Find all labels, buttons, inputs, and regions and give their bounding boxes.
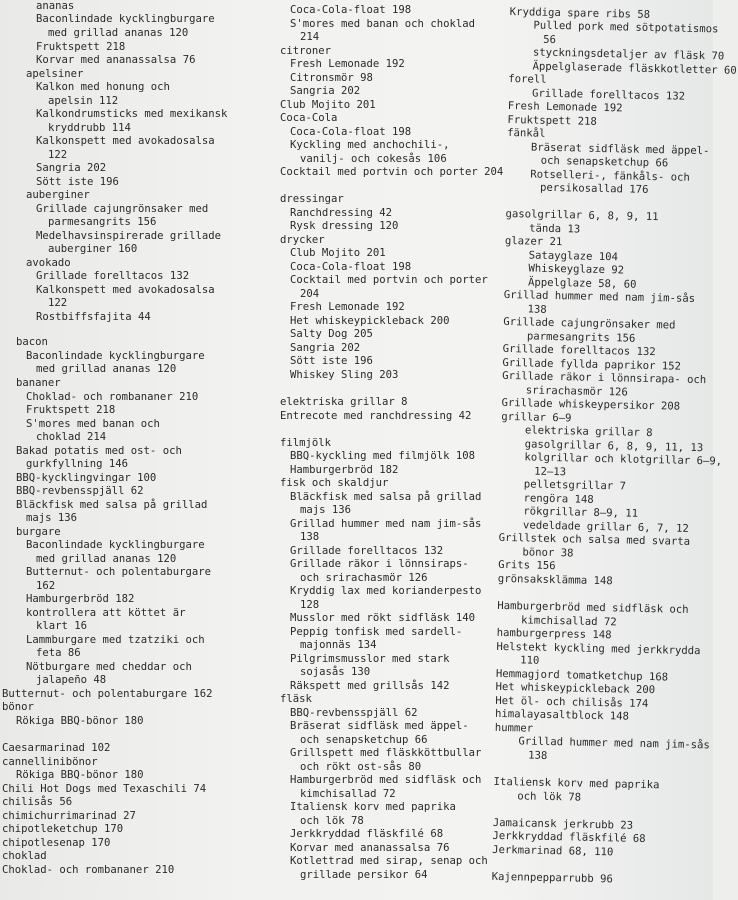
index-entry: bananer [16,377,61,389]
index-entry: Grillad hummer med nam jim-sås [290,518,482,530]
index-entry: Grillade whiskeypersikor 208 [501,396,681,413]
index-entry: bönor [2,701,34,713]
index-entry: Fruktspett 218 [26,404,116,416]
index-entry: parmesangrits 156 [48,216,157,228]
index-entry: Helstekt kyckling med jerkkrydda [496,640,701,658]
index-entry: 122 [48,149,68,161]
index-entry: Räkspett med grillsås 142 [290,680,450,692]
index-entry: Kryddiga spare ribs 58 [509,5,651,21]
index-entry: S'mores med banan och choklad [290,18,475,30]
index-entry: Sangria 202 [290,342,361,354]
index-entry: Chili Hot Dogs med Texaschili 74 [2,783,207,795]
index-entry: fänkål [507,126,546,140]
index-entry: gurkfyllning 146 [26,458,129,470]
index-entry: Lammburgare med tzatziki och [26,634,205,646]
index-entry: Italiensk korv med paprika [290,801,456,813]
index-entry: majs 136 [300,504,352,516]
index-entry: Kalkon med honung och [36,81,170,93]
index-entry: Ranchdressing 42 [290,207,393,219]
index-entry: hummer [494,721,534,735]
index-entry: Satayglaze 104 [528,249,619,264]
index-entry: med grillad ananas 120 [48,27,189,39]
index-entry: apelsiner [26,68,84,80]
index-entry: fläsk [280,693,312,705]
index-entry: Fresh Lemonade 192 [290,58,405,70]
index-entry: Hemmagjord tomatketchup 168 [495,667,669,684]
index-entry: ananas [36,0,75,12]
index-entry: Sangria 202 [290,85,361,97]
index-entry: 204 [300,288,320,300]
index-entry: Salty Dog 205 [290,328,373,340]
index-entry: Korvar med ananassalsa 76 [290,842,450,854]
index-entry: Grillspett med fläskköttbullar [290,747,482,759]
index-entry: grillar 6–9 [501,410,572,425]
index-entry: Bläckfisk med salsa på grillad [290,491,482,503]
index-entry: BBQ-kycklingvingar 100 [16,472,157,484]
index-entry: Musslor med rökt sidfläsk 140 [290,612,475,624]
index-entry: grönsaksklämma 148 [497,572,613,588]
index-entry: 138 [300,531,320,543]
index-entry: Italiensk korv med paprika [493,775,660,792]
index-entry: majonnäs 134 [300,639,377,651]
index-entry: och lök 78 [517,790,582,804]
index-entry: rökgrillar 8–9, 11 [523,505,639,520]
index-entry: chipotlesenap 170 [2,837,111,849]
index-entry: parmesangrits 156 [526,330,636,345]
index-entry: Hamburgerbröd 182 [290,464,399,476]
index-entry: Bräserat sidfläsk med äppel- [290,720,469,732]
index-entry: chimichurrimarinad 27 [2,810,136,822]
index-entry: bacon [16,336,48,348]
index-entry: Fruktspett 218 [36,41,126,53]
index-entry: Äppelglaserade fläskkotletter 60 [532,60,737,77]
index-entry: kontrollera att köttet är [26,607,186,619]
index-entry: 138 [527,303,547,316]
index-entry: vedeldade grillar 6, 7, 12 [522,519,689,535]
index-entry: Kalkonspett med avokadosalsa [36,284,215,296]
index-entry: Grillade forelltacos 132 [36,270,190,282]
index-entry: Hamburgerbröd med sidfläsk och [497,599,689,616]
index-entry: Kryddig lax med korianderpesto [290,585,482,597]
index-entry: och srirachasmör 126 [300,572,428,584]
index-entry: Jerkkryddad fläskfilé 68 [290,828,444,840]
index-entry: och senapsketchup 66 [540,154,669,170]
index-entry: pelletsgrillar 7 [523,478,627,493]
index-entry: Jamaicansk jerkrubb 23 [492,816,634,832]
index-entry: srirachasmör 126 [525,384,628,399]
index-entry: med grillad ananas 120 [36,553,177,565]
index-entry: avokado [26,257,71,269]
index-entry: Korvar med ananassalsa 76 [36,54,196,66]
index-entry: BBQ-revbensspjäll 62 [16,485,144,497]
index-entry: Sangria 202 [36,162,107,174]
index-entry: auberginer [26,189,90,201]
index-entry: Kotlettrad med sirap, senap och [290,855,488,867]
index-entry: hamburgerpress 148 [496,626,612,642]
index-entry: Kalkondrumsticks med mexikansk [36,108,228,120]
index-entry: 110 [520,654,540,667]
index-entry: Rostbiffsfajita 44 [36,311,151,323]
index-entry: Grillade fyllda paprikor 152 [502,356,682,373]
index-entry: Jerkkryddad fläskfilé 68 [492,829,646,846]
index-entry: forell [508,72,547,86]
index-entry: vanilj- och cokesås 106 [300,153,447,165]
index-entry: med grillad ananas 120 [36,363,177,375]
index-entry: BBQ-revbensspjäll 62 [290,707,418,719]
index-entry: Peppig tonfisk med sardell- [290,626,463,638]
index-entry: Jerkmarinad 68, 110 [492,843,614,859]
index-entry: BBQ-kyckling med filmjölk 108 [290,450,475,462]
index-entry: och lök 78 [300,815,364,827]
index-entry: Baconlindade kycklingburgare [26,350,205,362]
index-entry: Choklad- och rombananer 210 [2,864,175,876]
index-entry: Coca-Cola [280,112,338,124]
index-entry: Coca-Cola-float 198 [290,126,412,138]
index-entry: Fresh Lemonade 192 [290,301,405,313]
index-entry: Hamburgerbröd 182 [26,593,135,605]
index-entry: Grillad hummer med nam jim-sås [503,288,696,305]
index-entry: fisk och skaldjur [280,477,389,489]
index-entry: Äppelglaze 58, 60 [527,276,637,291]
index-entry: Sött iste 196 [290,355,373,367]
index-entry: Kalkonspett med avokadosalsa [36,135,215,147]
index-entry: Grillstek och salsa med svarta [498,531,691,548]
index-entry: Rotselleri-, fänkåls- och [530,168,690,184]
index-entry: Bakad potatis med ost- och [16,445,182,457]
index-entry: himalayasaltblock 148 [494,707,630,723]
index-entry: Coca-Cola-float 198 [290,261,412,273]
index-entry: Nötburgare med cheddar och [26,661,192,673]
index-entry: choklad 214 [36,431,107,443]
index-entry: Rysk dressing 120 [290,220,399,232]
index-entry: Baconlindade kycklingburgare [36,13,215,25]
index-entry: Butternut- och polentaburgare [26,566,211,578]
index-entry: Fresh Lemonade 192 [507,99,623,115]
index-entry: jalapeño 48 [36,674,107,686]
index-entry: Entrecote med ranchdressing 42 [280,410,472,422]
index-entry: Het öl- och chilisås 174 [495,694,649,711]
index-entry: kimchisallad 72 [300,788,396,800]
index-entry: kryddrubb 114 [48,122,131,134]
index-entry: Het whiskeypickleback 200 [290,315,450,327]
index-entry: citroner [280,45,332,57]
index-entry: feta 86 [36,647,81,659]
index-entry: Medelhavsinspirerade grillade [36,230,221,242]
index-entry: och rökt ost-sås 80 [300,761,422,773]
index-entry: choklad [2,850,47,862]
index-entry: Grillade cajungrönsaker med [503,315,676,332]
index-entry: Pilgrimsmusslor med stark [290,653,450,665]
index-entry: Hamburgerbröd med sidfläsk och [290,774,482,786]
index-entry: 162 [36,580,56,592]
index-entry: apelsin 112 [48,95,119,107]
index-entry: klart 16 [36,620,88,632]
index-entry: cannellinibönor [2,756,98,768]
index-entry: kimchisallad 72 [520,614,617,629]
index-entry: Fruktspett 218 [507,113,597,128]
index-entry: Butternut- och polentaburgare 162 [2,688,213,700]
index-entry: Grillade räkor i lönnsiraps- [290,558,469,570]
index-entry: gasolgrillar 6, 8, 9, 11, 13 [524,438,704,455]
index-entry: elektriska grillar 8 [524,424,653,440]
index-entry: Het whiskeypickleback 200 [495,680,656,697]
index-entry: Grillade cajungrönsaker med [36,203,209,215]
index-entry: Club Mojito 201 [280,99,376,111]
index-entry: persikosallad 176 [539,181,649,196]
index-entry: Baconlindade kycklingburgare [26,539,205,551]
index-entry: Bräserat sidfläsk med äppel- [530,141,710,158]
index-entry: glazer 21 [504,234,563,249]
index-entry: Grillad hummer med nam jim-sås [518,735,710,752]
index-entry: Choklad- och rombananer 210 [26,391,199,403]
index-entry: dressingar [280,193,344,205]
index-entry: Cocktail med portvin och porter 204 [280,166,504,178]
index-entry: 56 [543,33,557,46]
index-entry: Caesarmarinad 102 [2,742,111,754]
index-entry: bönor 38 [522,546,574,560]
index-entry: Whiskey Sling 203 [290,369,399,381]
index-entry: burgare [16,526,61,538]
index-entry: Kyckling med anchochili-, [290,139,450,151]
index-entry: 138 [528,749,548,762]
index-entry: Sött iste 196 [36,176,119,188]
index-entry: Kajennpepparrubb 96 [491,870,613,886]
index-entry: sojasås 130 [300,666,371,678]
index-entry: Grillade forelltacos 132 [502,342,656,359]
index-entry: 12–13 [534,465,567,479]
index-entry: Grillade räkor i lönnsirapa- och [502,369,707,387]
index-entry: chipotleketchup 170 [2,823,124,835]
index-entry: tända 13 [529,222,581,236]
index-entry: Pulled pork med sötpotatismos [533,19,719,36]
index-entry: gasolgrillar 6, 8, 9, 11 [505,207,659,224]
index-entry: Rökiga BBQ-bönor 180 [16,769,144,781]
index-entry: majs 136 [26,512,78,524]
index-entry: chilisås 56 [2,796,73,808]
index-entry: rengöra 148 [523,492,594,506]
index-entry: Rökiga BBQ-bönor 180 [16,715,144,727]
index-entry: Grillade forelltacos 132 [290,545,444,557]
index-entry: filmjölk [280,437,332,449]
index-entry: Cocktail med portvin och porter [290,274,488,286]
index-entry: Club Mojito 201 [290,247,386,259]
index-entry: 122 [48,297,68,309]
index-entry: Grillade forelltacos 132 [531,87,686,103]
index-entry: Grits 156 [498,558,556,573]
index-entry: styckningsdetaljer av fläsk 70 [532,46,725,63]
index-entry: S'mores med banan och [26,418,160,430]
index-entry: elektriska grillar 8 [280,396,408,408]
index-entry: Citronsmör 98 [290,72,373,84]
index-entry: kolgrillar och klotgrillar 6–9, [524,451,723,468]
index-entry: 214 [300,31,320,43]
index-entry: och senapsketchup 66 [300,734,428,746]
index-column-3 [491,0,737,886]
index-entry: Coca-Cola-float 198 [290,4,412,16]
index-entry: Whiskeyglaze 92 [528,262,625,277]
index-entry: Bläckfisk med salsa på grillad [16,499,208,511]
index-entry: auberginer 160 [48,243,138,255]
index-entry: drycker [280,234,325,246]
index-entry: grillade persikor 64 [300,869,428,881]
index-entry: 128 [300,599,320,611]
